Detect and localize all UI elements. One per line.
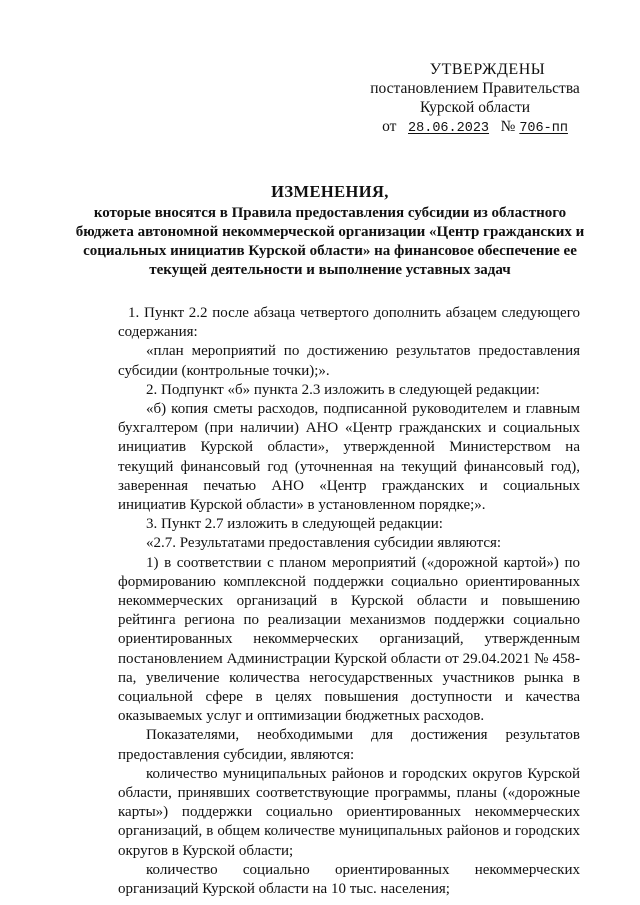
document-title: ИЗМЕНЕНИЯ, <box>271 182 389 201</box>
paragraph-1: 1. Пункт 2.2 после абзаца четвертого дополнить абзацем следующего содержания: <box>118 305 580 341</box>
approval-stamp <box>360 60 590 138</box>
paragraph-10: количество социально ориентированных некоммерческих организаций Курской области на 10 тыс. населения; <box>118 861 580 898</box>
approval-title: УТВЕРЖДЕНЫ <box>429 61 546 78</box>
document-body <box>118 304 580 899</box>
approval-date-prefix: от <box>382 118 397 135</box>
approval-line-2: Курской области <box>419 99 531 116</box>
document-heading <box>70 182 590 280</box>
approval-date-line <box>360 117 590 138</box>
document-subtitle: которые вносятся в Правила предоставления субсидии из областного бюджета автономной некоммерческой организации «Центр гражданских и социальных инициатив Курской области» на финансовое обеспечение ее текущей деятельности и выполнение уставных задач <box>75 205 585 278</box>
paragraph-6: «2.7. Результатами предоставления субсидии являются: <box>146 535 502 552</box>
paragraph-8: Показателями, необходимыми для достижения результатов предоставления субсидии, являются: <box>118 727 580 763</box>
paragraph-3: 2. Подпункт «б» пункта 2.3 изложить в следующей редакции: <box>146 381 540 398</box>
paragraph-9: количество муниципальных районов и городских округов Курской области, принявших соответствующие программы, планы («дорожные карты») поддержки социально ориентированных некоммерческих организаций, в общем количестве муниципальных районов и городских округов в Курской области; <box>118 765 580 859</box>
paragraph-2: «план мероприятий по достижению результатов предоставления субсидии (контрольные точки);». <box>118 343 580 379</box>
paragraph-4: «б) копия сметы расходов, подписанной руководителем и главным бухгалтером (при наличии) АНО «Центр гражданских и социальных инициатив Курской области», утвержденной Министерством на текущий финансовый год (уточненная на текущий финансовый год), заверенная печатью АНО «Центр гражданских и социальных инициатив Курской области» в установленном порядке;». <box>118 401 580 514</box>
approval-number: 706-пп <box>519 121 568 136</box>
approval-line-1: постановлением Правительства <box>370 80 580 97</box>
approval-number-prefix: № <box>500 118 516 135</box>
approval-date: 28.06.2023 <box>408 121 490 136</box>
paragraph-5: 3. Пункт 2.7 изложить в следующей редакции: <box>146 516 443 533</box>
paragraph-7: 1) в соответствии с планом мероприятий («дорожной картой») по формированию комплексной поддержки социально ориентированных некоммерческих организаций в Курской области и повышению рейтинга региона по реализации механизмов поддержки социально ориентированных некоммерческих организаций, утвержденным постановлением Администрации Курской области от 29.04.2021 № 458-па, увеличение количества негосударственных участников рынка в социальной сфере в целях повышения доступности и качества оказываемых услуг и оптимизации бюджетных расходов. <box>118 554 580 725</box>
